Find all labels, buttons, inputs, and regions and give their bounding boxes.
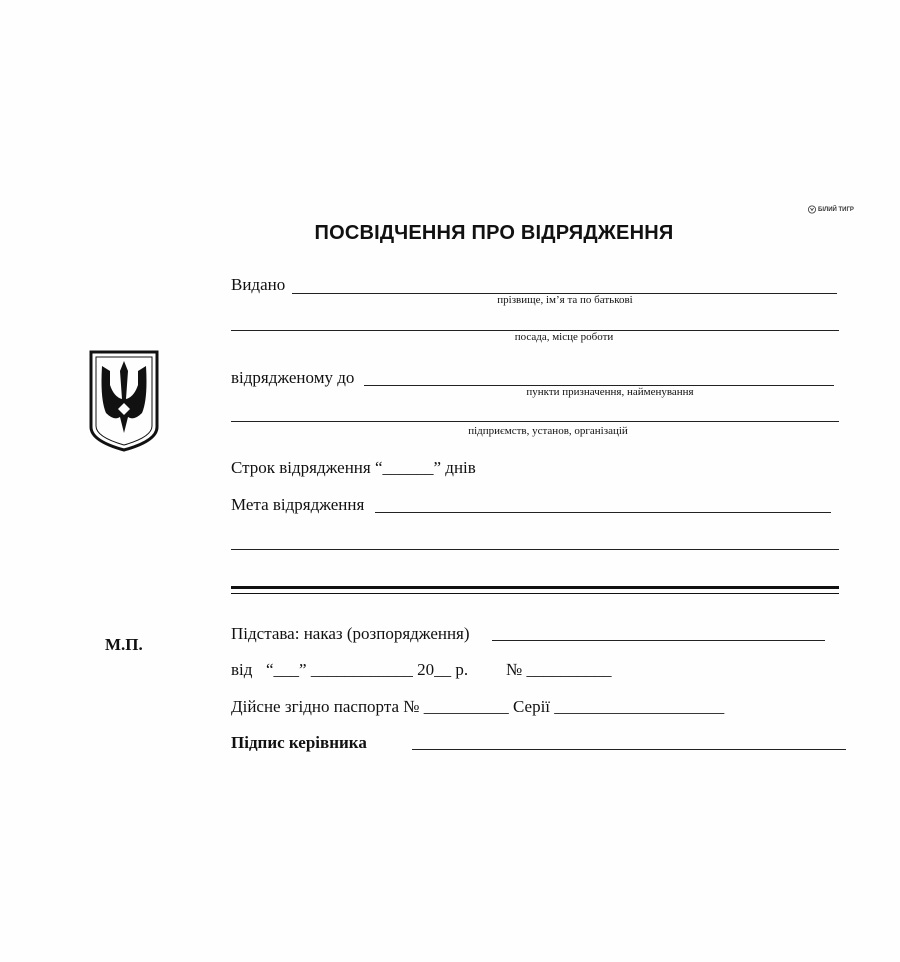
organization-caption: підприємств, установ, організацій: [468, 425, 628, 437]
signature-line[interactable]: [412, 749, 846, 750]
signature-label: Підпис керівника: [231, 733, 367, 752]
divider-thin: [231, 593, 839, 594]
order-date-field[interactable]: “___” ____________ 20__ р.: [266, 660, 469, 679]
publisher-logo: [808, 205, 854, 214]
purpose-line[interactable]: [375, 512, 831, 513]
term-field[interactable]: Строк відрядження “______” днів: [231, 458, 476, 477]
purpose-label: Мета відрядження: [231, 495, 365, 514]
basis-label: Підстава: наказ (розпорядження): [231, 624, 470, 643]
order-number-field[interactable]: № __________: [506, 660, 612, 679]
passport-field[interactable]: Дійсне згідно паспорта № __________ Серії ____________________: [231, 697, 725, 716]
purpose-line-2[interactable]: [231, 549, 839, 550]
position-caption: посада, місце роботи: [514, 331, 614, 343]
issued-label: Видано: [231, 275, 286, 294]
publisher-logo-text: БІЛИЙ ТИГР: [818, 206, 854, 213]
issued-caption: прізвище, ім’я та по батькові: [497, 294, 633, 306]
destination-caption: пункти призначення, найменування: [526, 386, 694, 398]
stamp-place: М.П.: [105, 635, 143, 654]
sent-to-label: відрядженому до: [231, 368, 355, 387]
from-label: від: [231, 660, 253, 679]
tryzub-icon: [88, 349, 160, 453]
tiger-icon: [808, 205, 816, 214]
divider-thick: [231, 586, 839, 589]
basis-line[interactable]: [492, 640, 825, 641]
page-title: ПОСВІДЧЕННЯ ПРО ВІДРЯДЖЕННЯ: [314, 222, 674, 244]
organization-line[interactable]: [231, 421, 839, 422]
